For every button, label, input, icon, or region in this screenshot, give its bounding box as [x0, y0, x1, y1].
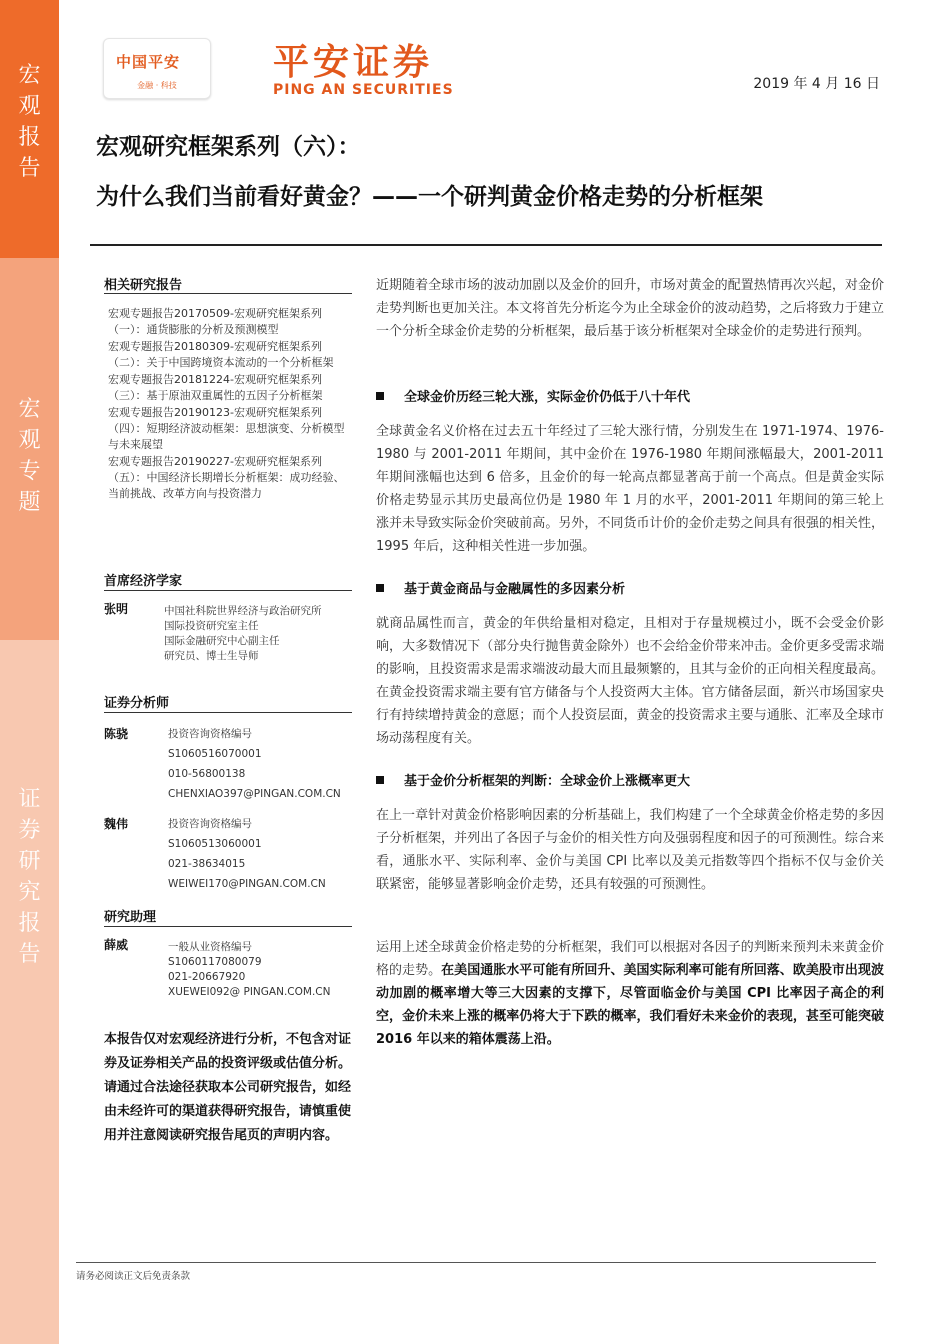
analyst-phone: 010-56800138: [168, 768, 246, 780]
related-reports-heading: 相关研究报告: [104, 278, 183, 293]
analyst-card: [104, 724, 354, 804]
section-3-title: 基于金价分析框架的判断：全球金价上涨概率更大: [404, 774, 691, 789]
side-band-macro-topic: [0, 258, 59, 640]
side-band-macro-report: [0, 0, 59, 258]
intro-paragraph: 近期随着全球市场的波动加剧以及金价的回升，市场对黄金的配置热情再次兴起，对金价走势判断也更加关注。本文将首先分析迄今为止全球金价的波动趋势，之后将致力于建立一个分析全球金价走势的分析框架，最后基于该分析框架对全球金价的走势进行预判。: [376, 278, 884, 339]
brand-name-en: PING AN SECURITIES: [273, 82, 454, 98]
analyst-phone: 021-38634015: [168, 858, 246, 870]
research-assistant-card: [104, 938, 354, 1002]
footer-note: 请务必阅读正文后免责条款: [76, 1271, 191, 1282]
research-assistant-line: 一般从业资格编号: [168, 941, 252, 953]
analyst-line: 投资咨询资格编号: [168, 728, 252, 740]
ping-an-logo: [103, 38, 211, 99]
section-2-title: 基于黄金商品与金融属性的多因素分析: [404, 582, 626, 597]
research-assistant-phone: 021-20667920: [168, 971, 246, 983]
side-band-label-2: 宏观专题: [18, 397, 41, 515]
analysts-divider: [104, 712, 352, 713]
logo-sub-text: 金融 · 科技: [137, 81, 177, 90]
chief-economist-divider: [104, 590, 352, 591]
conclusion-plain: 运用上述全球黄金价格走势的分析框架，我们可以根据对各因子的判断来预判未来黄金价格的走势。: [376, 940, 884, 978]
sidebar-disclaimer: [104, 1028, 354, 1148]
report-title-line1: 宏观研究框架系列（六）：: [96, 134, 361, 160]
analyst-info: [168, 724, 358, 804]
section-3-conclusion: [376, 936, 884, 1051]
disclaimer-paragraph: 请通过合法途径获取本公司研究报告，如经由未经许可的渠道获得研究报告，请慎重使用并注意阅读研究报告尾页的声明内容。: [104, 1080, 352, 1143]
brand-name-cn: 平安证券: [273, 42, 434, 83]
section-1-paragraph: 全球黄金名义价格在过去五十年经过了三轮大涨行情，分别发生在 1971-1974、1976-1980 与 2001-2011 年期间，其中金价在 1976-1980 年期间涨幅最大，2001-2011 年期间涨幅也达到 6 倍多，且金价的每一轮高点都显著高于前一个高点。但是黄金实际价格走势显示其历史最高位仍是 1980 年 1 月的水平，2001-2011 年期间的第三轮上涨并未导致实际金价突破前高。另外，不同货币计价的金价走势之间具有很强的相关性，1995 年后，这种相关性进一步加强。: [376, 424, 884, 554]
chief-economist-line: 研究员、博士生导师: [164, 650, 259, 662]
related-report-item[interactable]: 宏观专题报告20190227-宏观研究框架系列（五）：中国经济长期增长分析框架：成功经验、当前挑战、改革方向与投资潜力: [108, 455, 345, 500]
related-reports-list: [108, 306, 352, 503]
section-1-title: 全球金价历经三轮大涨，实际金价仍低于八十年代: [404, 390, 691, 405]
report-date: 2019 年 4 月 16 日: [753, 76, 880, 92]
research-assistant-divider: [104, 926, 352, 927]
analyst-info: [168, 814, 358, 894]
logo-main-text: 中国平安: [116, 53, 181, 71]
side-band-label-3: 证券研究报告: [18, 787, 41, 967]
chief-economist-line: 国际金融研究中心副主任: [164, 635, 280, 647]
chief-economist-line: 国际投资研究室主任: [164, 620, 259, 632]
related-report-item[interactable]: 宏观专题报告20170509-宏观研究框架系列（一）：通货膨胀的分析及预测模型: [108, 307, 322, 336]
report-title-line2: 为什么我们当前看好黄金？——一个研判黄金价格走势的分析框架: [96, 184, 763, 210]
related-report-item[interactable]: 宏观专题报告20190123-宏观研究框架系列（四）：短期经济波动框架：思想演变、分析模型与未来展望: [108, 406, 345, 451]
footer-divider: [76, 1262, 876, 1263]
chief-economist-name: 张明: [104, 602, 129, 616]
side-band: [0, 0, 59, 1344]
square-bullet-icon: [376, 776, 384, 784]
analyst-line: 投资咨询资格编号: [168, 818, 252, 830]
section-2-heading: [376, 578, 884, 597]
analyst-email[interactable]: CHENXIAO397@PINGAN.COM.CN: [168, 788, 341, 800]
analyst-name: 陈骁: [104, 727, 129, 741]
related-report-item[interactable]: 宏观专题报告20181224-宏观研究框架系列（三）：基于原油双重属性的五因子分析框架: [108, 373, 323, 402]
square-bullet-icon: [376, 584, 384, 592]
related-reports-divider: [104, 293, 352, 294]
research-assistant-license: S1060117080079: [168, 956, 262, 968]
analyst-email[interactable]: WEIWEI170@PINGAN.COM.CN: [168, 878, 326, 890]
side-band-securities-report: [0, 640, 59, 1344]
research-assistant-heading: 研究助理: [104, 910, 157, 925]
analyst-license: S1060516070001: [168, 748, 262, 760]
chief-economist-info: [164, 604, 354, 664]
conclusion-bold: 在美国通胀水平可能有所回升、美国实际利率可能有所回落、欧美股市出现波动加剧的概率增大等三大因素的支撑下，尽管面临金价与美国 CPI 比率因子高企的利空，金价未来上涨的概率仍将大于下跌的概率，我们看好未来金价的表现，甚至可能突破 2016 年以来的箱体震荡上沿。: [376, 963, 884, 1047]
chief-economist-line: 中国社科院世界经济与政治研究所: [164, 605, 322, 617]
analysts-heading: 证券分析师: [104, 696, 170, 711]
title-divider: [90, 244, 882, 246]
section-3-paragraph: 在上一章针对黄金价格影响因素的分析基础上，我们构建了一个全球黄金价格走势的多因子分析框架，并列出了各因子与金价的相关性方向及强弱程度和因子的可预测性。综合来看，通胀水平、实际利率、金价与美国 CPI 比率以及美元指数等四个指标不仅与金价关联紧密，能够显著影响金价走势，还具有较强的可预测性。: [376, 808, 884, 892]
side-band-label-1: 宏观报告: [18, 63, 41, 181]
section-3-heading: [376, 770, 884, 789]
research-assistant-email[interactable]: XUEWEI092@ PINGAN.COM.CN: [168, 986, 331, 998]
section-1-heading: [376, 386, 884, 405]
square-bullet-icon: [376, 392, 384, 400]
analyst-name: 魏伟: [104, 817, 129, 831]
analyst-license: S1060513060001: [168, 838, 262, 850]
section-2-paragraph: 就商品属性而言，黄金的年供给量相对稳定，且相对于存量规模过小，既不会受金价影响，大多数情况下（部分央行抛售黄金除外）也不会给金价带来冲击。金价更多受需求端的影响，且投资需求是需求端波动最大而且最频繁的，且其与金价的正向相关程度最高。在黄金投资需求端主要有官方储备与个人投资两大主体。官方储备层面，新兴市场国家央行有持续增持黄金的意愿；而个人投资层面，黄金的投资需求主要与通胀、汇率及全球市场动荡程度有关。: [376, 616, 884, 746]
chief-economist-heading: 首席经济学家: [104, 574, 183, 589]
analyst-card: [104, 814, 354, 894]
disclaimer-paragraph: 本报告仅对宏观经济进行分析，不包含对证券及证券相关产品的投资评级或估值分析。: [104, 1032, 352, 1071]
chief-economist-card: [104, 602, 354, 662]
related-report-item[interactable]: 宏观专题报告20180309-宏观研究框架系列（二）：关于中国跨境资本流动的一个分析框架: [108, 340, 334, 369]
research-assistant-info: [168, 940, 358, 1000]
research-assistant-name: 薛威: [104, 938, 129, 952]
